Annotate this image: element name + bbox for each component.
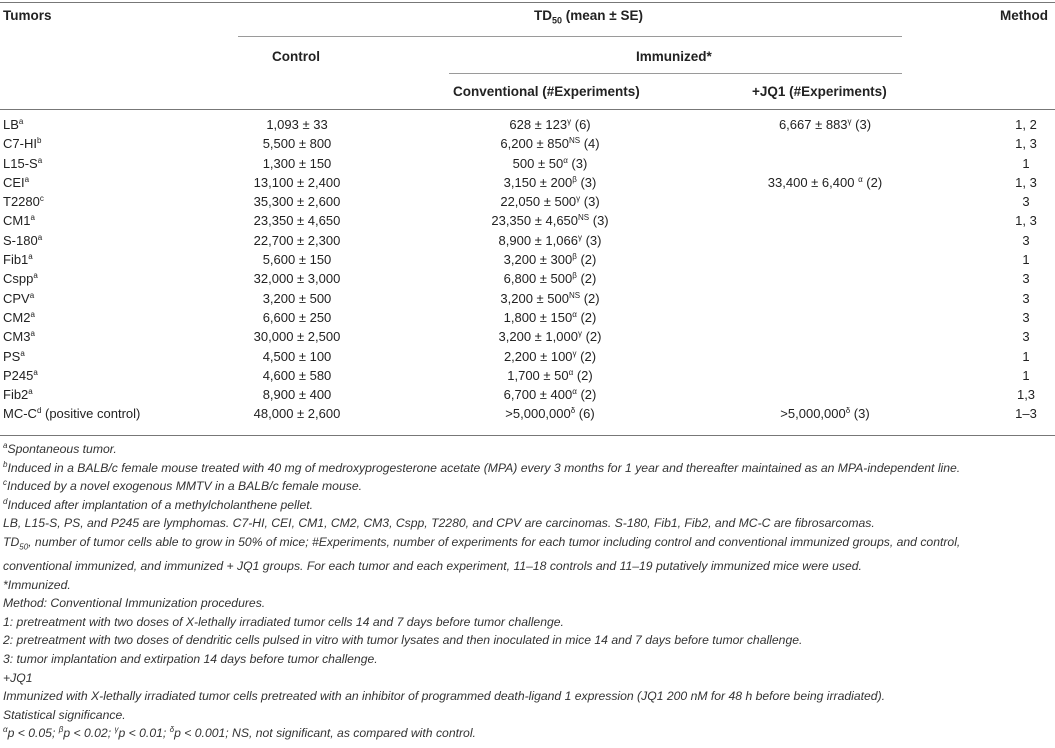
cell-control: 13,100 ± 2,400	[253, 174, 341, 190]
table-row	[0, 211, 1055, 230]
table-row	[0, 327, 1055, 346]
tumor-name: CM2	[3, 309, 31, 325]
conventional-value: 3,150 ± 200	[503, 174, 573, 190]
conventional-significance: β	[572, 174, 577, 184]
conventional-significance: γ	[577, 232, 582, 242]
cell-control: 1,093 ± 33	[266, 117, 328, 132]
table-row	[0, 173, 1055, 192]
cell-method: 1, 2	[1015, 117, 1037, 132]
conventional-significance: NS	[568, 290, 581, 300]
tumor-footnote-mark: a	[18, 117, 24, 126]
tumor-name: CPV	[3, 290, 30, 306]
tumor-footnote-mark: a	[24, 174, 30, 184]
conventional-value: 22,050 ± 500	[500, 194, 577, 210]
tumor-name: Fib2	[3, 387, 29, 403]
footnote-jq1-description: Immunized with X-lethally irradiated tumor cells pretreated with an inhibitor of programmed death-ligand 1 expression (JQ1 200 nM for 48 h before being irradiated).	[3, 689, 886, 704]
tumor-name: LB	[3, 117, 19, 132]
jq1-value: 6,667 ± 883	[778, 117, 848, 132]
cell-conventional	[499, 231, 602, 250]
conventional-value: 3,200 ± 300	[503, 252, 573, 268]
conventional-experiments: (4)	[580, 136, 600, 152]
header-conventional: Conventional (#Experiments)	[453, 84, 640, 99]
jq1-significance: δ	[845, 406, 851, 416]
cell-tumor	[3, 211, 35, 230]
cell-tumor	[3, 192, 44, 211]
footnote-method-2: 2: pretreatment with two doses of dendritic cells pulsed in vitro with tumor lysates and then inoculated in mice 14 and 7 days before tumor challenge.	[3, 633, 803, 648]
conventional-experiments: (3)	[589, 213, 609, 229]
conventional-significance: γ	[577, 329, 582, 339]
conventional-value: 2,200 ± 100	[503, 348, 573, 364]
conventional-significance: δ	[570, 406, 576, 416]
table-row	[0, 231, 1055, 250]
conventional-experiments: (2)	[576, 271, 597, 287]
cell-tumor	[3, 154, 42, 173]
footnote-td50-line1: , number of tumor cells able to grow in 50% of mice; #Experiments, number of experiments for each tumor including control and conventional immunized groups, and control,	[28, 534, 961, 549]
table-row	[0, 347, 1055, 366]
cell-method: 1, 3	[1015, 213, 1037, 229]
tumor-name: PS	[3, 348, 21, 364]
header-td50-label: TD	[534, 8, 552, 23]
sig-text-delta: p < 0.001; NS, not significant, as compared with control.	[174, 726, 476, 741]
footnote-c	[3, 477, 1053, 496]
conventional-value: 6,700 ± 400	[503, 387, 573, 403]
conventional-value: 1,800 ± 150	[503, 309, 573, 325]
conventional-experiments: (2)	[576, 387, 597, 403]
cell-method: 3	[1022, 290, 1030, 306]
sig-mark-beta: β	[58, 725, 64, 735]
cell-conventional	[507, 366, 592, 385]
tumor-name: CEI	[3, 174, 25, 190]
tumor-footnote-mark: a	[30, 329, 35, 339]
footnote-mark: a	[3, 441, 8, 450]
tumor-name: MC-C	[3, 406, 37, 422]
cell-tumor	[3, 347, 25, 366]
cell-conventional	[500, 134, 599, 153]
footnote-text: Spontaneous tumor.	[7, 442, 117, 456]
cell-jq1	[768, 173, 882, 192]
tumor-name: P245	[3, 367, 34, 383]
cell-conventional	[504, 250, 597, 269]
tumor-footnote-mark: a	[37, 232, 43, 242]
cell-tumor	[3, 289, 34, 308]
cell-tumor	[3, 385, 33, 404]
cell-method: 3	[1022, 329, 1030, 345]
footnote-text: Induced after implantation of a methylcholanthene pellet.	[7, 497, 314, 512]
cell-tumor	[3, 269, 38, 288]
footnote-td50-lead: TD	[3, 534, 20, 549]
footnote-jq1: +JQ1	[3, 670, 33, 685]
conventional-significance: β	[572, 252, 577, 262]
cell-conventional	[500, 289, 599, 308]
conventional-value: 1,700 ± 50	[507, 367, 569, 383]
tumor-name: Fib1	[3, 252, 29, 268]
table-row	[0, 115, 1055, 134]
cell-control: 30,000 ± 2,500	[253, 329, 341, 345]
header-tumors: Tumors	[3, 8, 52, 23]
table-body	[0, 115, 1055, 424]
td50-underline	[238, 36, 902, 37]
cell-control: 32,000 ± 3,000	[253, 271, 341, 287]
header-method: Method	[1000, 8, 1048, 23]
jq1-experiments: (2)	[862, 174, 883, 190]
footnote-text: Induced in a BALB/c female mouse treated with 40 mg of medroxyprogesterone acetate (MPA) every 3 months for 1 year and thereafter maintained as an MPA-independent line.	[7, 460, 961, 475]
tumor-name: Cspp	[3, 271, 34, 287]
conventional-value: >5,000,000	[505, 406, 571, 422]
cell-conventional	[504, 269, 597, 288]
table-row	[0, 269, 1055, 288]
cell-method: 3	[1022, 194, 1030, 210]
conventional-experiments: (3)	[567, 155, 588, 171]
sig-mark-alpha: α	[3, 725, 8, 735]
conventional-experiments: (2)	[576, 348, 597, 364]
tumor-footnote-mark: a	[33, 271, 38, 281]
cell-tumor	[3, 173, 29, 192]
table-row	[0, 250, 1055, 269]
table-top-rule	[0, 2, 1055, 3]
header-td50	[534, 8, 643, 26]
table-row	[0, 308, 1055, 327]
jq1-experiments: (3)	[851, 117, 872, 132]
cell-control: 4,500 ± 100	[262, 348, 332, 364]
footnote-mark: b	[3, 459, 8, 469]
tumor-footnote-mark: c	[39, 194, 44, 204]
tumor-name: S-180	[3, 232, 38, 248]
header-td50-subscript: 50	[552, 15, 563, 26]
cell-method: 1	[1022, 348, 1030, 364]
cell-method: 1	[1022, 252, 1030, 268]
footnote-a	[3, 440, 1053, 459]
conventional-experiments: (3)	[581, 232, 602, 248]
jq1-significance: α	[858, 174, 863, 184]
tumor-name: CM1	[3, 213, 31, 229]
tumor-footnote-mark: a	[20, 348, 25, 358]
cell-method: 3	[1022, 271, 1030, 287]
cell-method: 3	[1022, 232, 1030, 248]
footnote-mark: c	[3, 478, 7, 488]
cell-control: 4,600 ± 580	[262, 367, 332, 383]
footnote-td50	[3, 533, 1053, 557]
tumor-footnote-mark: a	[28, 387, 33, 397]
header-bottom-rule	[0, 109, 1055, 110]
immunized-underline	[449, 73, 902, 74]
cell-conventional	[504, 385, 597, 404]
sig-mark-delta: δ	[169, 725, 175, 735]
cell-control: 5,500 ± 800	[262, 136, 332, 152]
tumor-footnote-mark: a	[30, 213, 35, 223]
cell-control: 3,200 ± 500	[262, 290, 332, 306]
cell-tumor	[3, 250, 33, 269]
cell-control: 5,600 ± 150	[262, 252, 332, 268]
conventional-significance: β	[572, 271, 577, 281]
conventional-experiments: (2)	[576, 309, 597, 325]
conventional-significance: NS	[578, 213, 590, 223]
cell-method: 1	[1022, 367, 1030, 383]
footnote-d	[3, 496, 1053, 515]
footnote-method: Method: Conventional Immunization procedures.	[3, 596, 266, 611]
jq1-value: >5,000,000	[780, 406, 846, 422]
conventional-value: 6,200 ± 850	[500, 136, 569, 152]
cell-conventional	[499, 327, 602, 346]
tumor-name: CM3	[3, 329, 31, 345]
conventional-experiments: (2)	[573, 367, 593, 383]
table-row	[0, 192, 1055, 211]
cell-conventional	[504, 347, 596, 366]
cell-method: 1, 3	[1015, 174, 1037, 190]
conventional-value: 3,200 ± 1,000	[498, 329, 578, 345]
cell-tumor	[3, 231, 42, 250]
cell-method: 1–3	[1015, 406, 1037, 422]
table-row	[0, 154, 1055, 173]
conventional-experiments: (6)	[575, 406, 595, 422]
cell-conventional	[509, 115, 590, 134]
header-immunized: Immunized*	[636, 49, 712, 64]
cell-tumor	[3, 404, 140, 423]
cell-control: 48,000 ± 2,600	[253, 406, 341, 422]
cell-control: 6,600 ± 250	[262, 309, 332, 325]
tumor-footnote-mark: a	[30, 309, 35, 319]
cell-conventional	[504, 308, 597, 327]
cell-control: 22,700 ± 2,300	[253, 232, 341, 248]
tumor-name: T2280	[3, 194, 40, 210]
table-row	[0, 134, 1055, 153]
tumor-suffix: (positive control)	[41, 406, 141, 422]
conventional-experiments: (3)	[576, 174, 597, 190]
cell-tumor	[3, 115, 23, 134]
jq1-value: 33,400 ± 6,400	[767, 174, 859, 190]
footnote-method-3: 3: tumor implantation and extirpation 14 days before tumor challenge.	[3, 651, 378, 666]
conventional-significance: γ	[567, 117, 572, 126]
sig-text-beta: p < 0.02;	[63, 726, 115, 741]
tumor-footnote-mark: a	[29, 290, 35, 300]
cell-method: 1	[1022, 155, 1030, 171]
cell-conventional	[505, 404, 594, 423]
header-jq1: +JQ1 (#Experiments)	[752, 84, 887, 99]
jq1-experiments: (3)	[850, 406, 870, 422]
tumor-footnote-mark: b	[36, 136, 42, 146]
conventional-experiments: (2)	[576, 252, 597, 268]
cell-conventional	[504, 173, 597, 192]
cell-control: 8,900 ± 400	[262, 387, 332, 403]
footnote-mark: d	[3, 496, 8, 506]
footnote-tumor-types: LB, L15-S, PS, and P245 are lymphomas. C7-HI, CEI, CM1, CM2, CM3, Cspp, T2280, and CPV are carcinomas. S-180, Fib1, Fib2, and MC-C are fibrosarcomas.	[3, 516, 875, 531]
tumor-footnote-mark: a	[33, 367, 38, 377]
conventional-experiments: (3)	[580, 194, 600, 210]
conventional-significance: α	[568, 367, 574, 377]
footnote-b	[3, 459, 1053, 478]
footnote-td50-continued: conventional immunized, and immunized + JQ1 groups. For each tumor and each experiment, 11–18 controls and 11–19 putatively immunized mice were used.	[3, 559, 862, 573]
conventional-experiments: (2)	[581, 329, 602, 345]
conventional-significance: γ	[572, 348, 577, 358]
cell-control: 1,300 ± 150	[262, 155, 332, 171]
cell-method: 3	[1022, 309, 1030, 325]
conventional-significance: α	[572, 309, 577, 319]
table-row	[0, 289, 1055, 308]
conventional-significance: NS	[568, 136, 581, 146]
cell-tumor	[3, 134, 41, 153]
cell-conventional	[491, 211, 608, 230]
footnote-td50-subscript: 50	[19, 542, 29, 552]
footnote-method-1: 1: pretreatment with two doses of X-lethally irradiated tumor cells 14 and 7 days before tumor challenge.	[3, 614, 564, 629]
footnote-text: Induced by a novel exogenous MMTV in a BALB/c female mouse.	[7, 479, 362, 494]
sig-mark-gamma: γ	[114, 725, 119, 735]
footnote-statistical: Statistical significance.	[3, 707, 126, 722]
header-td50-rest: (mean ± SE)	[562, 8, 643, 23]
cell-jq1	[779, 115, 871, 134]
tumor-name: C7-HI	[3, 136, 37, 152]
table-row	[0, 385, 1055, 404]
cell-method: 1, 3	[1015, 136, 1037, 152]
cell-tumor	[3, 327, 35, 346]
cell-tumor	[3, 308, 35, 327]
tumor-name: L15-S	[3, 155, 38, 171]
conventional-value: 500 ± 50	[512, 155, 564, 171]
cell-conventional	[513, 154, 588, 173]
footnote-significance	[3, 724, 1053, 743]
conventional-value: 23,350 ± 4,650	[491, 213, 579, 229]
conventional-value: 3,200 ± 500	[500, 290, 569, 306]
conventional-value: 628 ± 123	[509, 117, 568, 132]
conventional-significance: α	[563, 155, 568, 165]
cell-jq1	[780, 404, 869, 423]
table-bottom-rule	[0, 435, 1055, 436]
footnotes	[3, 440, 1053, 743]
cell-method: 1,3	[1016, 387, 1036, 403]
conventional-significance: γ	[576, 194, 581, 204]
header-control: Control	[272, 49, 320, 64]
sig-text-gamma: p < 0.01;	[118, 726, 170, 741]
conventional-value: 8,900 ± 1,066	[498, 232, 578, 248]
cell-control: 23,350 ± 4,650	[253, 213, 341, 229]
conventional-experiments: (2)	[580, 290, 600, 306]
tumor-footnote-mark: a	[28, 252, 33, 262]
table-row	[0, 404, 1055, 423]
table-row	[0, 366, 1055, 385]
tumor-footnote-mark: d	[36, 406, 42, 416]
tumor-footnote-mark: a	[37, 155, 43, 165]
cell-conventional	[500, 192, 599, 211]
conventional-experiments: (6)	[571, 117, 591, 132]
cell-tumor	[3, 366, 38, 385]
cell-control: 35,300 ± 2,600	[253, 194, 341, 210]
sig-text-alpha: p < 0.05;	[7, 726, 59, 741]
footnote-immunized: *Immunized.	[3, 577, 71, 592]
conventional-value: 6,800 ± 500	[503, 271, 573, 287]
jq1-significance: γ	[847, 117, 852, 126]
conventional-significance: α	[572, 387, 577, 397]
